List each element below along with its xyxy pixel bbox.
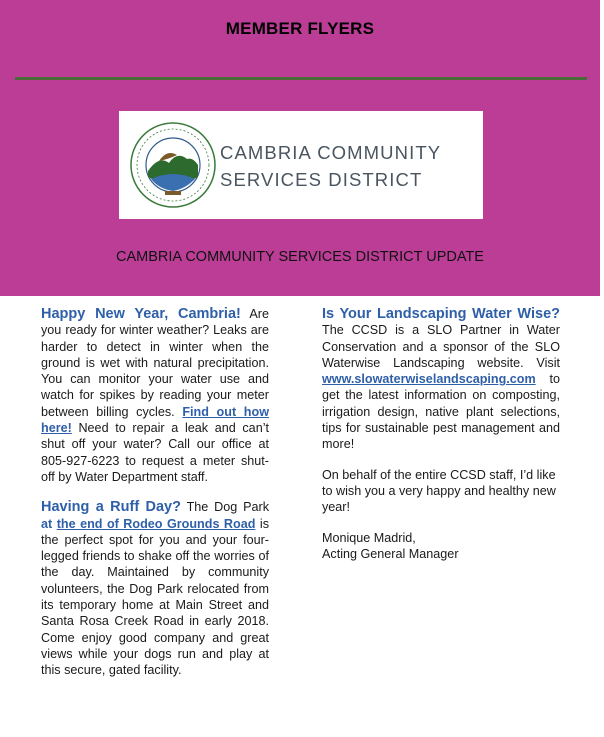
waterwise-text-b: to get the latest information on composting, irrigation design, native plant selections, tips for sustainable pest management and more! [322, 372, 560, 452]
find-out-how-link[interactable]: Find out how here! [41, 404, 269, 436]
page-title: MEMBER FLYERS [225, 19, 375, 38]
logo-line-2: SERVICES DISTRICT [220, 169, 423, 190]
winter-leaks-text-a: Are you ready for winter weather? Leaks are harder to detect in winter when the ground is wet with natural precipitation. You can monitor your water use and watch for spikes by reading your meter between billing cycles. [41, 307, 269, 419]
rodeo-grounds-road-link[interactable]: the end of Rodeo Grounds Road [56, 516, 256, 531]
ccsd-logo [119, 111, 483, 219]
new-year-wishes: On behalf of the entire CCSD staff, I’d like to wish you a very happy and healthy new year! [322, 467, 556, 515]
signature-name: Monique Madrid, [322, 530, 416, 545]
right-column [322, 306, 560, 562]
ruff-day-heading: Having a Ruff Day? [41, 499, 181, 516]
header-band [0, 0, 600, 296]
winter-leaks-paragraph [41, 306, 269, 485]
dog-park-text-a: The Dog Park [180, 500, 269, 515]
paragraph-gap [322, 516, 560, 530]
logo-line-1: CAMBRIA COMMUNITY [220, 142, 442, 163]
paragraph-gap [322, 453, 560, 467]
signature-title: Acting General Manager [322, 546, 459, 561]
dog-park-text-b: is the perfect spot for you and your four-legged friends to shake off the worries of the day. Maintained by community volunteers, the Dog Park relocated from its temporary home at Main Street and Santa Rosa Creek Road in early 2018. Come enjoy good company and great views while your dogs run and play at this secure, gated facility. [41, 516, 270, 678]
left-column [41, 306, 269, 679]
ccsd-seal-icon [129, 121, 217, 209]
dog-park-at-text: at [41, 516, 57, 531]
slowaterwise-link[interactable]: www.slowaterwiselandscaping.com [322, 372, 536, 387]
logo-wordmark [220, 139, 441, 193]
winter-leaks-text-b: Need to repair a leak and can’t shut off your water? Call our office at 805-927-6223 to request a meter shut-off by Water Department staff. [41, 421, 269, 484]
waterwise-paragraph [322, 306, 560, 453]
header-divider [15, 77, 587, 80]
dog-park-paragraph [41, 499, 269, 678]
waterwise-text-a: The CCSD is a SLO Partner in Water Conservation and a sponsor of the SLO Waterwise Landscaping website. Visit [322, 323, 560, 370]
paragraph-gap [41, 485, 269, 499]
waterwise-heading: Is Your Landscaping Water Wise? [322, 306, 560, 322]
happy-new-year-heading: Happy New Year, Cambria! [41, 306, 241, 322]
update-subtitle: CAMBRIA COMMUNITY SERVICES DISTRICT UPDATE [116, 249, 484, 265]
